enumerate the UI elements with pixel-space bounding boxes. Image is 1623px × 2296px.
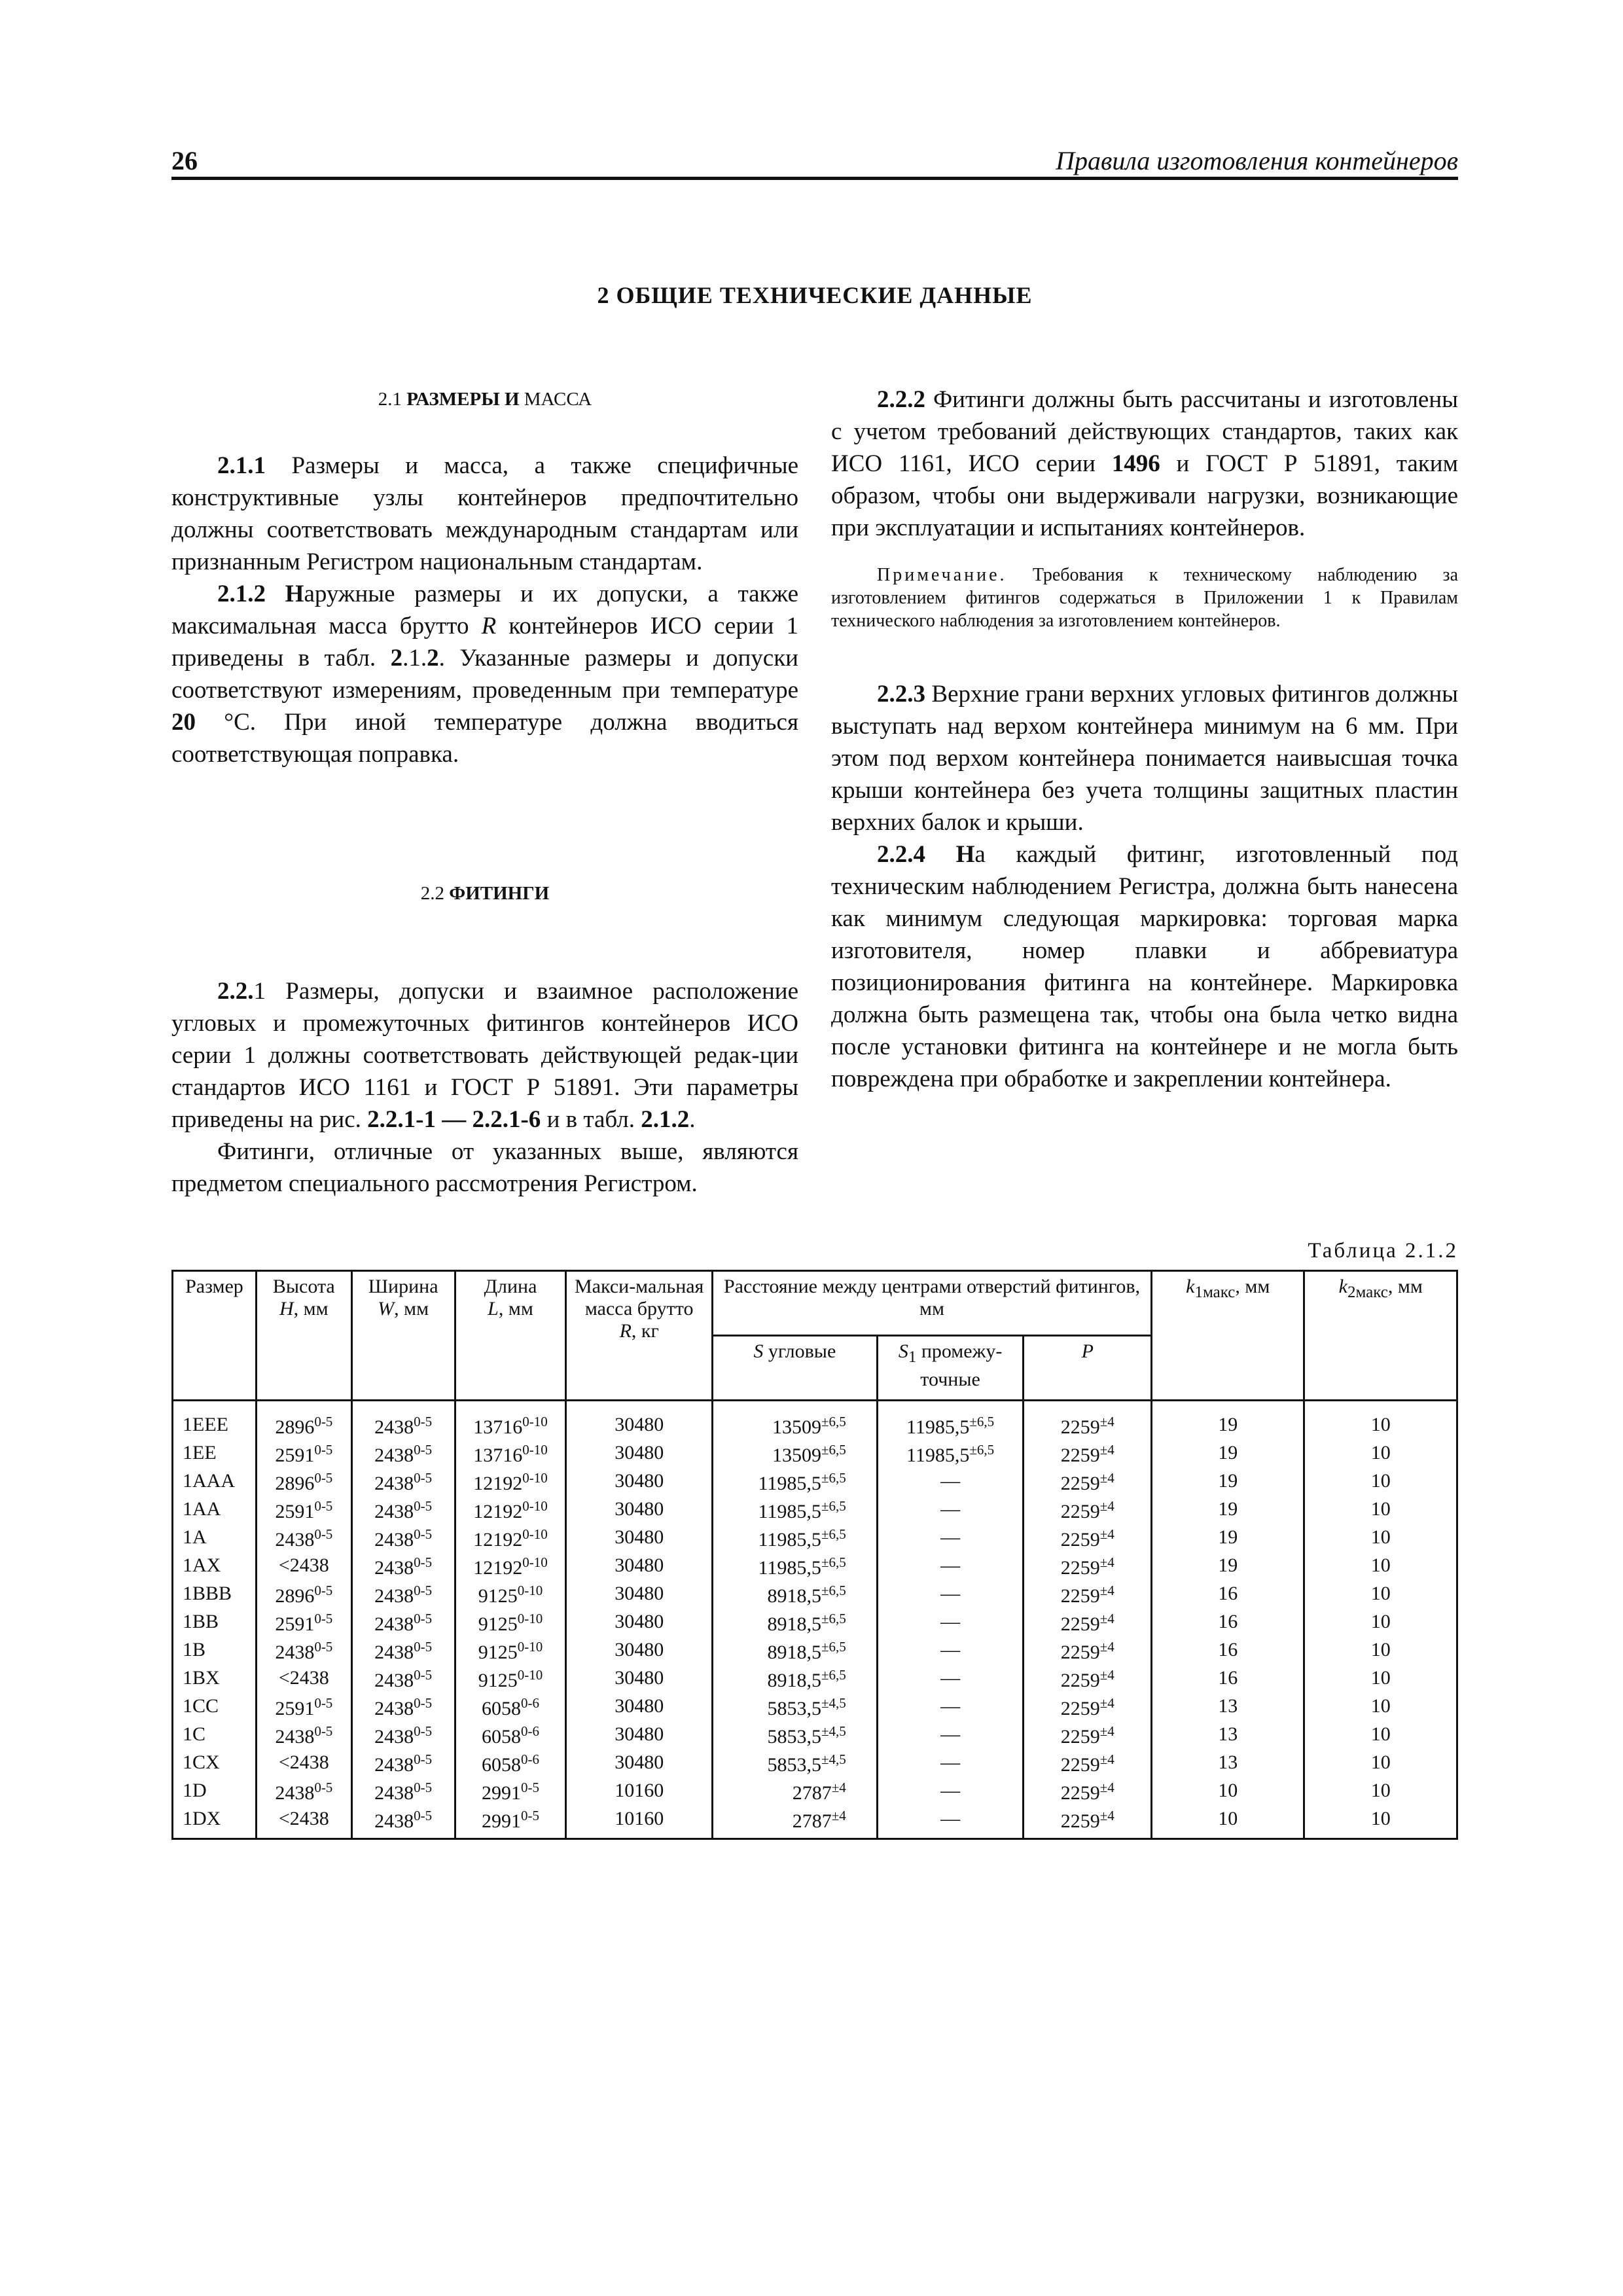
table-row [173,1804,1457,1839]
cell-s: $8918,5^{\pm 6,5}$ [712,1664,877,1692]
table-row [173,1776,1457,1804]
cell-height: 2591$^{0-5}$ [256,1439,351,1467]
cell-p: $2259^{\pm 4}$ [1024,1748,1152,1776]
cell-height: <2438 [256,1748,351,1776]
cell-k1: 16 [1152,1607,1304,1636]
paragraph-2-1-2: 2.1.2 Наружные размеры и их допуски, а также максимальная масса брутто R контейнеров ИСО серии 1 приведены в табл. 2.1.2. Указанные размеры и допуски соответствуют измерениям, проведенным при температуре 20 °С. При иной температуре должна вводиться соответствующая поправка. [171,581,799,768]
cell-height: <2438 [256,1551,351,1579]
tolerance: ±4 [1099,1667,1115,1683]
cell-height: <2438 [256,1804,351,1839]
cell-size: 1BBB [173,1579,257,1607]
cell-height: 2438$^{0-5}$ [256,1720,351,1748]
table-row [173,1467,1457,1495]
table-row [173,1495,1457,1523]
cell-width: 2438$^{0-5}$ [351,1607,455,1636]
cell-k2: 10 [1304,1664,1457,1692]
tolerance: 0-5 [414,1695,433,1711]
cell-s: $11985,5^{\pm 6,5}$ [712,1551,877,1579]
cell-s1: — [877,1607,1024,1636]
cell-k1: 16 [1152,1664,1304,1692]
cell-k2: 10 [1304,1523,1457,1551]
table-caption: Таблица 2.1.2 [1308,1239,1458,1263]
tolerance: ±6,5 [821,1611,846,1626]
cell-width: 2438$^{0-5}$ [351,1720,455,1748]
cell-s: $11985,5^{\pm 6,5}$ [712,1467,877,1495]
cell-width: 2438$^{0-5}$ [351,1579,455,1607]
tolerance: ±6,5 [821,1498,846,1514]
tolerance: 0-10 [522,1526,548,1542]
cell-mass: 30480 [566,1467,713,1495]
cell-s1: — [877,1579,1024,1607]
table-row [173,1607,1457,1636]
header-rule [171,177,1458,180]
cell-width: 2438$^{0-5}$ [351,1523,455,1551]
cell-size: 1D [173,1776,257,1804]
tolerance: 0-10 [522,1442,548,1458]
tolerance: 0-5 [314,1583,333,1598]
cell-length: 12192$^{0-10}$ [455,1551,566,1579]
tolerance: ±4 [1099,1442,1115,1458]
tolerance: 0-5 [414,1723,433,1739]
cell-s: $8918,5^{\pm 6,5}$ [712,1636,877,1664]
col-width: Ширина W, мм [351,1271,455,1401]
cell-mass: 30480 [566,1636,713,1664]
cell-mass: 30480 [566,1401,713,1439]
tolerance: 0-5 [314,1611,333,1626]
cell-height: <2438 [256,1664,351,1692]
tolerance: 0-5 [520,1808,539,1823]
paragraph-2-2-4: 2.2.4 На каждый фитинг, изготовленный под техническим наблюдением Регистра, должна быть нанесена как минимум следующая маркировка: торговая марка изготовителя, номер плавки и аббревиатура позиционирования фитинга на контейнере. Маркировка должна быть размещена так, чтобы она была четко видна после установки фитинга на контейнере и не могла быть повреждена при обработке и закреплении контейнера. [831,841,1458,1092]
cell-p: $2259^{\pm 4}$ [1024,1523,1152,1551]
tolerance: ±6,5 [821,1442,846,1458]
tolerance: 0-6 [520,1695,539,1711]
cell-length: 12192$^{0-10}$ [455,1523,566,1551]
col-length: Длина L, мм [455,1271,566,1401]
cell-k1: 19 [1152,1551,1304,1579]
cell-s1: — [877,1467,1024,1495]
cell-p: $2259^{\pm 4}$ [1024,1579,1152,1607]
tolerance: 0-10 [517,1639,543,1655]
paragraph-2-2-2: 2.2.2 Фитинги должны быть рассчитаны и изготовлены с учетом требований действующих стандартов, таких как ИСО 1161, ИСО серии 1496 и ГОСТ Р 51891, таким образом, чтобы они выдерживали нагрузки, возникающие при эксплуатации и испытаниях контейнеров. [831,386,1458,541]
cell-height: 2591$^{0-5}$ [256,1607,351,1636]
table-row [173,1579,1457,1607]
cell-p: $2259^{\pm 4}$ [1024,1607,1152,1636]
cell-s1: — [877,1551,1024,1579]
cell-width: 2438$^{0-5}$ [351,1692,455,1720]
cell-s1: — [877,1720,1024,1748]
cell-k2: 10 [1304,1439,1457,1467]
cell-s: $5853,5^{\pm 4,5}$ [712,1692,877,1720]
cell-k2: 10 [1304,1401,1457,1439]
cell-s: $11985,5^{\pm 6,5}$ [712,1523,877,1551]
cell-s: $5853,5^{\pm 4,5}$ [712,1748,877,1776]
cell-mass: 30480 [566,1748,713,1776]
cell-length: 13716$^{0-10}$ [455,1401,566,1439]
fittings-table [171,1270,1458,1840]
cell-length: 9125$^{0-10}$ [455,1664,566,1692]
tolerance: ±4,5 [821,1695,846,1711]
tolerance: ±4 [1099,1554,1115,1570]
cell-k2: 10 [1304,1551,1457,1579]
cell-height: 2438$^{0-5}$ [256,1523,351,1551]
cell-width: 2438$^{0-5}$ [351,1748,455,1776]
cell-height: 2896$^{0-5}$ [256,1579,351,1607]
cell-width: 2438$^{0-5}$ [351,1467,455,1495]
cell-s1: — [877,1495,1024,1523]
cell-p: $2259^{\pm 4}$ [1024,1551,1152,1579]
table-row [173,1523,1457,1551]
cell-width: 2438$^{0-5}$ [351,1804,455,1839]
tolerance: 0-5 [314,1780,333,1795]
cell-k1: 13 [1152,1720,1304,1748]
paragraph-2-2-1: 2.2.1 Размеры, допуски и взаимное расположение угловых и промежуточных фитингов контейнеров ИСО серии 1 должны соответствовать действующей редак-ции стандартов ИСО 1161 и ГОСТ Р 51891. Эти параметры приведены на рис. 2.2.1-1 — 2.2.1-6 и в табл. 2.1.2. [171,978,798,1133]
cell-width: 2438$^{0-5}$ [351,1495,455,1523]
cell-length: 2991$^{0-5}$ [455,1804,566,1839]
cell-height: 2591$^{0-5}$ [256,1495,351,1523]
cell-s1: $11985,5^{\pm 6,5}$ [877,1401,1024,1439]
tolerance: 0-5 [314,1470,333,1486]
tolerance: 0-5 [414,1470,433,1486]
cell-width: 2438$^{0-5}$ [351,1664,455,1692]
cell-s: $11985,5^{\pm 6,5}$ [712,1495,877,1523]
cell-k1: 10 [1152,1804,1304,1839]
cell-size: 1EE [173,1439,257,1467]
cell-k2: 10 [1304,1776,1457,1804]
cell-height: 2438$^{0-5}$ [256,1636,351,1664]
cell-mass: 10160 [566,1776,713,1804]
cell-size: 1AAA [173,1467,257,1495]
tolerance: ±6,5 [969,1414,995,1429]
cell-size: 1EEE [173,1401,257,1439]
col-distance-group: Расстояние между центрами отверстий фитингов, мм [712,1271,1151,1336]
tolerance: 0-5 [414,1751,433,1767]
cell-mass: 30480 [566,1439,713,1467]
cell-mass: 30480 [566,1692,713,1720]
cell-p: $2259^{\pm 4}$ [1024,1720,1152,1748]
tolerance: ±6,5 [821,1414,846,1429]
cell-k1: 16 [1152,1579,1304,1607]
tolerance: ±4 [1099,1526,1115,1542]
col-p: P [1024,1336,1152,1401]
table-row [173,1720,1457,1748]
tolerance: ±4,5 [821,1723,846,1739]
table-row [173,1551,1457,1579]
cell-size: 1CX [173,1748,257,1776]
cell-width: 2438$^{0-5}$ [351,1551,455,1579]
paragraph-2-2-3: 2.2.3 Верхние грани верхних угловых фитингов должны выступать над верхом контейнера минимум на 6 мм. При этом под верхом контейнера понимается наивысшая точка крыши контейнера без учета толщины защитных пластин верхних балок и крыши. [831,681,1458,836]
cell-s1: — [877,1664,1024,1692]
note: Примечание. Требования к техническому наблюдению за изготовлением фитингов содержаться в Приложении 1 к Правилам технического наблюдения за изготовлением контейнеров. [831,565,1458,631]
cell-k1: 16 [1152,1636,1304,1664]
cell-height: 2896$^{0-5}$ [256,1401,351,1439]
left-column [171,384,798,1200]
cell-s1: — [877,1804,1024,1839]
tolerance: 0-5 [414,1442,433,1458]
tolerance: 0-5 [414,1526,433,1542]
cell-length: 6058$^{0-6}$ [455,1720,566,1748]
tolerance: 0-5 [314,1414,333,1429]
tolerance: ±4 [1099,1780,1115,1795]
cell-size: 1BX [173,1664,257,1692]
section-2-1-heading: 2.1 РАЗМЕРЫ И МАССА [378,389,592,410]
col-k1: $k_{1макс}$, мм [1152,1271,1304,1401]
cell-p: $2259^{\pm 4}$ [1024,1692,1152,1720]
tolerance: ±4 [1099,1639,1115,1655]
cell-k1: 10 [1152,1776,1304,1804]
tolerance: 0-5 [314,1442,333,1458]
cell-p: $2259^{\pm 4}$ [1024,1664,1152,1692]
tolerance: ±6,5 [821,1470,846,1486]
col-height: Высота H, мм [256,1271,351,1401]
cell-k2: 10 [1304,1579,1457,1607]
cell-k2: 10 [1304,1720,1457,1748]
tolerance: ±4 [1099,1695,1115,1711]
tolerance: 0-6 [520,1723,539,1739]
tolerance: 0-5 [520,1780,539,1795]
tolerance: 0-5 [314,1723,333,1739]
paragraph-2-1-1: 2.1.1 Размеры и масса, а также специфичные конструктивные узлы контейнеров предпочтительно должны соответствовать международным стандартам или признанным Регистром национальным стандартам. [171,452,798,575]
tolerance: ±4 [1099,1808,1115,1823]
tolerance: 0-6 [520,1751,539,1767]
tolerance: ±4,5 [821,1751,846,1767]
tolerance: 0-5 [314,1526,333,1542]
cell-size: 1BB [173,1607,257,1636]
cell-mass: 10160 [566,1804,713,1839]
cell-mass: 30480 [566,1551,713,1579]
cell-k2: 10 [1304,1467,1457,1495]
cell-k1: 19 [1152,1439,1304,1467]
tolerance: 0-5 [414,1554,433,1570]
tolerance: ±6,5 [821,1583,846,1598]
tolerance: ±4 [831,1780,846,1795]
cell-p: $2259^{\pm 4}$ [1024,1636,1152,1664]
cell-size: 1B [173,1636,257,1664]
cell-mass: 30480 [566,1579,713,1607]
tolerance: 0-10 [522,1470,548,1486]
chapter-title: 2 ОБЩИЕ ТЕХНИЧЕСКИЕ ДАННЫЕ [597,282,1033,308]
cell-mass: 30480 [566,1607,713,1636]
cell-s1: — [877,1748,1024,1776]
cell-p: $2259^{\pm 4}$ [1024,1439,1152,1467]
cell-width: 2438$^{0-5}$ [351,1401,455,1439]
table-row [173,1692,1457,1720]
table-row [173,1748,1457,1776]
col-s: S угловые [712,1336,877,1401]
cell-p: $2259^{\pm 4}$ [1024,1804,1152,1839]
tolerance: 0-10 [522,1554,548,1570]
cell-length: 6058$^{0-6}$ [455,1748,566,1776]
cell-k2: 10 [1304,1495,1457,1523]
cell-height: 2591$^{0-5}$ [256,1692,351,1720]
tolerance: 0-10 [517,1583,543,1598]
cell-k2: 10 [1304,1804,1457,1839]
right-column [831,384,1458,1095]
tolerance: ±4 [1099,1583,1115,1598]
tolerance: 0-5 [414,1667,433,1683]
cell-length: 12192$^{0-10}$ [455,1495,566,1523]
table-row [173,1664,1457,1692]
tolerance: 0-5 [314,1498,333,1514]
cell-s1: — [877,1636,1024,1664]
cell-p: $2259^{\pm 4}$ [1024,1495,1152,1523]
tolerance: 0-5 [314,1695,333,1711]
section-2-2-heading: 2.2 ФИТИНГИ [420,883,550,904]
cell-s: $2787^{\pm 4}$ [712,1776,877,1804]
tolerance: 0-5 [414,1414,433,1429]
cell-length: 6058$^{0-6}$ [455,1692,566,1720]
tolerance: ±6,5 [969,1442,995,1458]
tolerance: ±4 [1099,1611,1115,1626]
tolerance: ±4 [1099,1751,1115,1767]
page-number: 26 [171,146,198,175]
cell-height: 2896$^{0-5}$ [256,1467,351,1495]
tolerance: 0-5 [314,1639,333,1655]
tolerance: ±6,5 [821,1554,846,1570]
cell-width: 2438$^{0-5}$ [351,1776,455,1804]
cell-p: $2259^{\pm 4}$ [1024,1467,1152,1495]
cell-length: 9125$^{0-10}$ [455,1636,566,1664]
tolerance: ±4 [1099,1498,1115,1514]
tolerance: 0-10 [517,1667,543,1683]
cell-k1: 13 [1152,1748,1304,1776]
cell-s1: — [877,1692,1024,1720]
cell-s1: — [877,1776,1024,1804]
cell-length: 13716$^{0-10}$ [455,1439,566,1467]
table-row [173,1401,1457,1439]
cell-s: $8918,5^{\pm 6,5}$ [712,1579,877,1607]
cell-s: $13509^{\pm 6,5}$ [712,1439,877,1467]
cell-k1: 19 [1152,1523,1304,1551]
cell-s: $13509^{\pm 6,5}$ [712,1401,877,1439]
running-title: Правила изготовления контейнеров [1056,146,1458,175]
cell-k2: 10 [1304,1636,1457,1664]
cell-size: 1C [173,1720,257,1748]
col-mass: Макси-мальная масса брутто R, кг [566,1271,713,1401]
cell-length: 12192$^{0-10}$ [455,1467,566,1495]
cell-p: $2259^{\pm 4}$ [1024,1401,1152,1439]
cell-k1: 19 [1152,1495,1304,1523]
cell-k1: 19 [1152,1401,1304,1439]
cell-length: 9125$^{0-10}$ [455,1579,566,1607]
tolerance: 0-5 [414,1808,433,1823]
paragraph-fittings-other: Фитинги, отличные от указанных выше, являются предметом специального рассмотрения Регистром. [171,1138,798,1197]
cell-length: 2991$^{0-5}$ [455,1776,566,1804]
cell-width: 2438$^{0-5}$ [351,1636,455,1664]
tolerance: 0-10 [517,1611,543,1626]
tolerance: 0-5 [414,1639,433,1655]
cell-s: $2787^{\pm 4}$ [712,1804,877,1839]
cell-size: 1A [173,1523,257,1551]
cell-k1: 19 [1152,1467,1304,1495]
tolerance: ±4 [1099,1470,1115,1486]
tolerance: 0-10 [522,1414,548,1429]
cell-mass: 30480 [566,1495,713,1523]
cell-mass: 30480 [566,1720,713,1748]
col-size: Размер [173,1271,257,1401]
cell-k2: 10 [1304,1607,1457,1636]
tolerance: ±6,5 [821,1526,846,1542]
tolerance: 0-5 [414,1498,433,1514]
tolerance: ±4 [1099,1414,1115,1429]
cell-s1: — [877,1523,1024,1551]
cell-s: $5853,5^{\pm 4,5}$ [712,1720,877,1748]
tolerance: 0-10 [522,1498,548,1514]
cell-mass: 30480 [566,1523,713,1551]
col-s1: $S_1$ промежу-точные [877,1336,1024,1401]
cell-s: $8918,5^{\pm 6,5}$ [712,1607,877,1636]
cell-width: 2438$^{0-5}$ [351,1439,455,1467]
table-row [173,1439,1457,1467]
cell-size: 1AA [173,1495,257,1523]
cell-k2: 10 [1304,1748,1457,1776]
tolerance: ±6,5 [821,1639,846,1655]
tolerance: 0-5 [414,1611,433,1626]
col-k2: $k_{2макс}$, мм [1304,1271,1457,1401]
cell-height: 2438$^{0-5}$ [256,1776,351,1804]
cell-k2: 10 [1304,1692,1457,1720]
cell-s1: $11985,5^{\pm 6,5}$ [877,1439,1024,1467]
cell-size: 1AX [173,1551,257,1579]
tolerance: 0-5 [414,1780,433,1795]
cell-size: 1CC [173,1692,257,1720]
cell-length: 9125$^{0-10}$ [455,1607,566,1636]
table-row [173,1636,1457,1664]
cell-size: 1DX [173,1804,257,1839]
tolerance: ±6,5 [821,1667,846,1683]
tolerance: 0-5 [414,1583,433,1598]
tolerance: ±4 [831,1808,846,1823]
cell-k1: 13 [1152,1692,1304,1720]
cell-mass: 30480 [566,1664,713,1692]
tolerance: ±4 [1099,1723,1115,1739]
cell-p: $2259^{\pm 4}$ [1024,1776,1152,1804]
